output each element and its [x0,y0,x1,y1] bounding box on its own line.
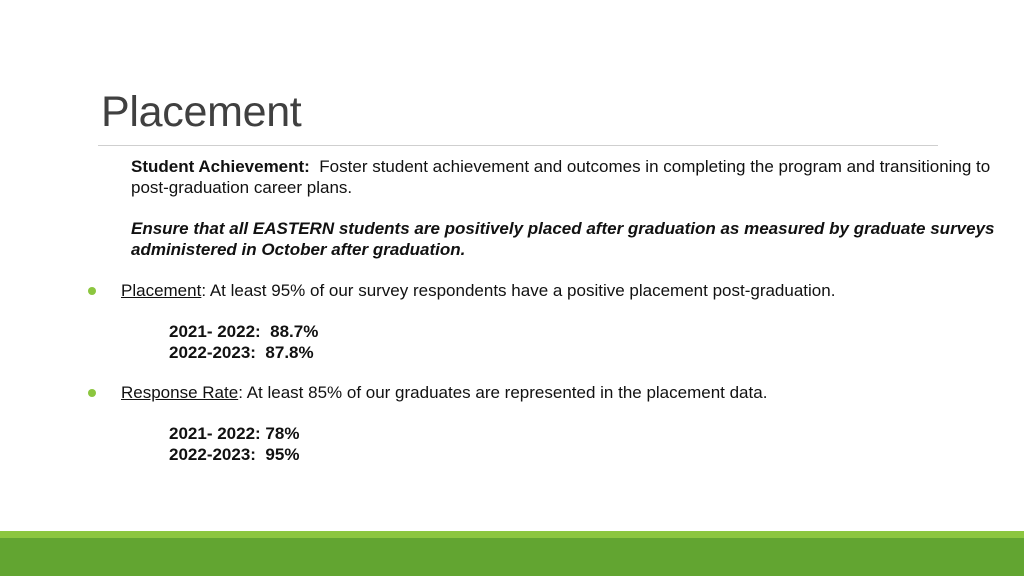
slide-title: Placement [101,88,302,136]
bullet-response-line [121,382,767,403]
bullet-dot-icon [88,287,96,295]
bullet-dot-icon [88,389,96,397]
placement-stat-2021: 2021- 2022: 88.7% [169,322,319,341]
response-stat-2021: 2021- 2022: 78% [169,424,300,443]
title-divider [98,145,938,146]
placement-stats [169,321,318,363]
student-achievement-paragraph [131,156,1001,198]
response-rate-term: Response Rate [121,383,239,402]
placement-criterion: : At least 95% of our survey respondents have a positive placement post-graduation. [201,281,836,300]
bullet-placement-line [121,280,835,301]
footer-accent-stripe [0,531,1024,538]
response-rate-stats [169,423,299,465]
placement-stat-2022: 2022-2023: 87.8% [169,343,314,362]
bullet-placement [88,280,988,301]
bullet-response-rate [88,382,988,403]
placement-term: Placement [121,281,202,300]
footer-band [0,538,1024,576]
placement-goal-statement: Ensure that all EASTERN students are positively placed after graduation as measured by graduate surveys administered in October after graduation. [131,219,995,259]
student-achievement-text: Foster student achievement and outcomes in completing the program and transitioning to post-graduation career plans. [131,157,991,197]
intro-block [131,156,1001,260]
student-achievement-label: Student Achievement: [131,157,310,176]
response-rate-criterion: : At least 85% of our graduates are represented in the placement data. [238,383,768,402]
response-stat-2022: 2022-2023: 95% [169,445,300,464]
